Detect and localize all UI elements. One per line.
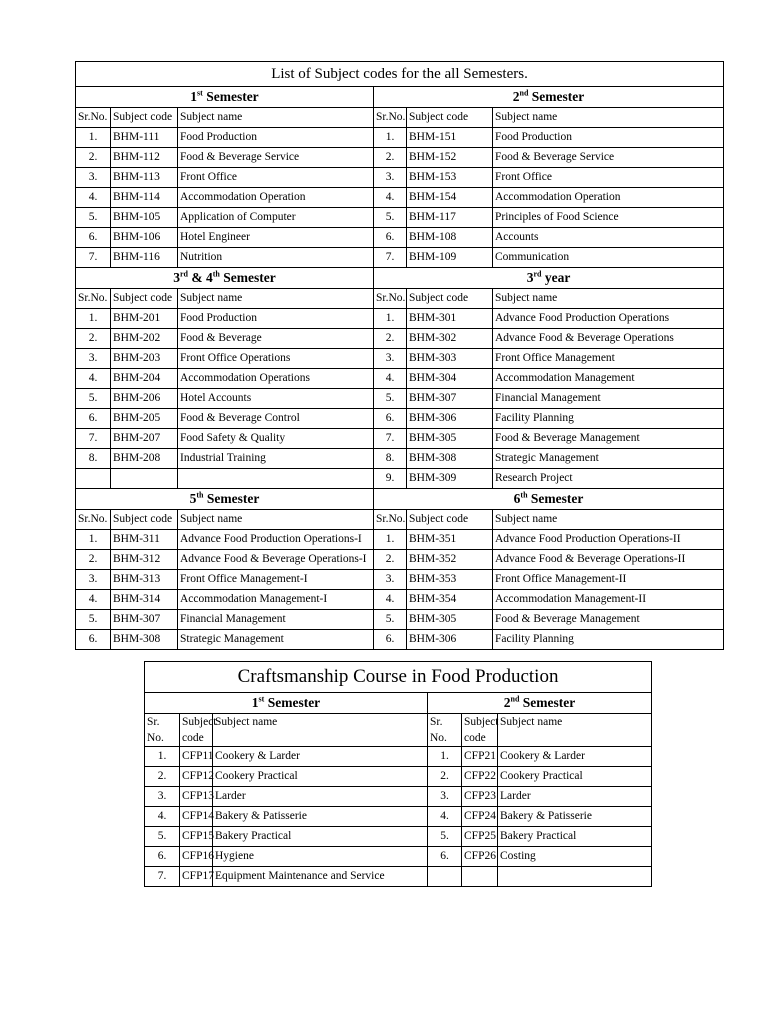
subject-code-cell: BHM-116 — [111, 248, 178, 268]
sr-no-cell: 3. — [428, 787, 462, 807]
semester-heading-right-label: Semester — [527, 491, 584, 506]
subject-name-cell: Accommodation Management-II — [493, 590, 724, 610]
subject-name-header: Subject name — [493, 289, 724, 309]
subject-name-cell: Facility Planning — [493, 409, 724, 429]
semester-heading-left-label: Semester — [203, 491, 260, 506]
craft-semester-left — [145, 693, 428, 714]
semester-heading-left-label: Semester — [219, 270, 276, 285]
table-row — [76, 208, 724, 228]
subject-name-cell: Industrial Training — [178, 449, 374, 469]
subject-name-cell: Front Office Management-II — [493, 570, 724, 590]
subject-code-cell: CFP17 — [180, 867, 213, 887]
semester-heading-right-ord: 2 — [512, 89, 520, 104]
subject-code-cell: BHM-105 — [111, 208, 178, 228]
subject-name-cell: Front Office — [178, 168, 374, 188]
subject-code-cell: BHM-305 — [407, 429, 493, 449]
semester-heading-left — [76, 87, 374, 108]
sr-no-cell: 6. — [76, 630, 111, 650]
subject-name-cell: Bakery & Patisserie — [213, 807, 428, 827]
semester-heading-left-sup2: th — [212, 269, 220, 279]
subject-name-cell: Advance Food Production Operations-I — [178, 530, 374, 550]
semester-heading-left-sup: rd — [180, 269, 188, 279]
table-row — [76, 248, 724, 268]
subject-name-cell: Front Office — [493, 168, 724, 188]
craft-semester-right-sup: nd — [510, 694, 520, 704]
subject-code-header: Subject code — [407, 108, 493, 128]
subject-name-cell: Hygiene — [213, 847, 428, 867]
subject-code-cell: BHM-113 — [111, 168, 178, 188]
semester-heading-left-ord: 5 — [189, 491, 197, 506]
subject-name-cell: Food & Beverage Management — [493, 429, 724, 449]
sr-no-header: Sr.No. — [374, 510, 407, 530]
sr-no-cell: 2. — [76, 550, 111, 570]
sr-no-cell: 5. — [76, 610, 111, 630]
subject-name-cell — [178, 469, 374, 489]
semester-heading-right-sup: rd — [533, 269, 542, 279]
subject-code-cell: BHM-306 — [407, 630, 493, 650]
craft-semester-right-label: Semester — [519, 695, 576, 710]
sr-no-cell: 4. — [374, 369, 407, 389]
subject-name-cell — [498, 867, 652, 887]
subject-code-cell: BHM-354 — [407, 590, 493, 610]
subject-name-cell: Nutrition — [178, 248, 374, 268]
subject-code-header: Subject code — [111, 289, 178, 309]
subject-code-cell: CFP26 — [462, 847, 498, 867]
sr-no-cell: 7. — [76, 429, 111, 449]
sr-no-cell: 1. — [76, 530, 111, 550]
subject-code-cell: BHM-301 — [407, 309, 493, 329]
subject-code-cell: BHM-117 — [407, 208, 493, 228]
subject-code-cell: BHM-204 — [111, 369, 178, 389]
sr-no-cell: 6. — [374, 228, 407, 248]
subject-name-cell: Principles of Food Science — [493, 208, 724, 228]
subject-name-cell: Accommodation Operations — [178, 369, 374, 389]
sr-no-header: Sr.No. — [374, 108, 407, 128]
page-title: List of Subject codes for the all Semesters. — [76, 62, 724, 87]
semester-heading-left-ord: 1 — [190, 89, 198, 104]
subject-name-cell: Food Production — [493, 128, 724, 148]
subject-code-cell: BHM-306 — [407, 409, 493, 429]
subject-name-cell: Application of Computer — [178, 208, 374, 228]
sr-no-header: Sr.No. — [76, 289, 111, 309]
semester-header-row — [76, 268, 724, 289]
table-row — [145, 767, 652, 787]
table-row — [76, 409, 724, 429]
sr-no-cell: 4. — [374, 590, 407, 610]
subject-name-cell: Advance Food & Beverage Operations-II — [493, 550, 724, 570]
subject-name-cell: Bakery & Patisserie — [498, 807, 652, 827]
subject-code-cell: CFP15 — [180, 827, 213, 847]
subject-code-cell: BHM-153 — [407, 168, 493, 188]
sr-no-cell: 5. — [428, 827, 462, 847]
subject-code-cell: CFP21 — [462, 747, 498, 767]
subject-name-cell: Accommodation Operation — [178, 188, 374, 208]
sr-no-cell: 7. — [374, 429, 407, 449]
subject-name-cell: Food & Beverage Service — [493, 148, 724, 168]
sr-no-cell: 5. — [374, 610, 407, 630]
sr-no-cell: 2. — [145, 767, 180, 787]
subject-code-cell: BHM-202 — [111, 329, 178, 349]
subject-code-cell: BHM-152 — [407, 148, 493, 168]
subject-name-cell: Advance Food Production Operations — [493, 309, 724, 329]
sr-no-cell: 4. — [76, 369, 111, 389]
subject-code-cell: CFP24 — [462, 807, 498, 827]
sr-no-cell: 6. — [374, 409, 407, 429]
semester-heading-left-mid: & 4 — [188, 270, 213, 285]
craft-semester-right-ord: 2 — [503, 695, 511, 710]
table-row — [76, 610, 724, 630]
sr-no-cell: 3. — [145, 787, 180, 807]
subject-code-cell: BHM-154 — [407, 188, 493, 208]
subject-name-header: Subject name — [213, 714, 428, 747]
subject-name-cell: Hotel Accounts — [178, 389, 374, 409]
subject-name-cell: Food Safety & Quality — [178, 429, 374, 449]
table-row — [76, 449, 724, 469]
craft-semester-left-sup: st — [258, 694, 265, 704]
subject-name-cell: Cookery Practical — [213, 767, 428, 787]
sr-no-cell: 6. — [374, 630, 407, 650]
table-row — [76, 469, 724, 489]
subject-code-cell: CFP12 — [180, 767, 213, 787]
subject-code-cell: BHM-205 — [111, 409, 178, 429]
subject-code-cell: BHM-312 — [111, 550, 178, 570]
table-row — [76, 309, 724, 329]
subject-name-cell: Facility Planning — [493, 630, 724, 650]
subject-name-header: Subject name — [498, 714, 652, 747]
sr-no-cell: 4. — [145, 807, 180, 827]
sr-no-cell: 5. — [76, 389, 111, 409]
subject-name-cell: Front Office Management-I — [178, 570, 374, 590]
subject-code-cell: BHM-308 — [407, 449, 493, 469]
column-header-row — [76, 289, 724, 309]
subject-name-cell: Financial Management — [178, 610, 374, 630]
subject-name-cell: Front Office Management — [493, 349, 724, 369]
subject-name-cell: Accommodation Management — [493, 369, 724, 389]
table-row — [145, 827, 652, 847]
subject-code-cell: BHM-114 — [111, 188, 178, 208]
sr-no-cell: 2. — [76, 329, 111, 349]
sr-no-cell: 6. — [145, 847, 180, 867]
subject-code-cell: BHM-108 — [407, 228, 493, 248]
subject-name-cell: Accommodation Management-I — [178, 590, 374, 610]
table-row — [145, 747, 652, 767]
craft-semester-right — [428, 693, 652, 714]
subject-name-header: Subject name — [178, 510, 374, 530]
subject-code-cell — [462, 867, 498, 887]
subject-name-cell: Hotel Engineer — [178, 228, 374, 248]
table-row — [76, 369, 724, 389]
subject-name-cell: Bakery Practical — [498, 827, 652, 847]
semester-heading-right — [374, 489, 724, 510]
subject-code-cell: BHM-112 — [111, 148, 178, 168]
sr-no-header: Sr. No. — [428, 714, 462, 747]
subject-name-cell: Research Project — [493, 469, 724, 489]
subject-code-header: Subject code — [111, 510, 178, 530]
sr-no-cell: 4. — [374, 188, 407, 208]
sr-no-cell: 2. — [428, 767, 462, 787]
sr-no-cell: 1. — [374, 309, 407, 329]
subject-code-cell: BHM-307 — [407, 389, 493, 409]
subject-name-cell: Strategic Management — [493, 449, 724, 469]
subject-code-cell: CFP16 — [180, 847, 213, 867]
subject-code-cell: BHM-208 — [111, 449, 178, 469]
subject-code-cell: BHM-314 — [111, 590, 178, 610]
craft-semester-left-label: Semester — [264, 695, 321, 710]
semester-header-row — [76, 87, 724, 108]
semester-heading-right-ord: 3 — [526, 270, 534, 285]
subject-code-cell: BHM-111 — [111, 128, 178, 148]
table-row — [76, 630, 724, 650]
sr-no-header: Sr. No. — [145, 714, 180, 747]
subject-code-header: Subject code — [462, 714, 498, 747]
sr-no-cell: 2. — [374, 148, 407, 168]
subject-code-cell: BHM-109 — [407, 248, 493, 268]
sr-no-cell: 4. — [428, 807, 462, 827]
semester-heading-right-ord: 6 — [513, 491, 521, 506]
subject-code-cell: BHM-302 — [407, 329, 493, 349]
column-header-row — [76, 510, 724, 530]
subject-code-header: Subject code — [407, 510, 493, 530]
table-row — [76, 349, 724, 369]
sr-no-cell: 3. — [76, 349, 111, 369]
subject-code-cell: CFP13 — [180, 787, 213, 807]
subject-name-cell: Food Production — [178, 128, 374, 148]
subject-name-cell: Food & Beverage — [178, 329, 374, 349]
subject-code-cell: BHM-307 — [111, 610, 178, 630]
subject-code-cell: BHM-303 — [407, 349, 493, 369]
subject-code-cell: BHM-308 — [111, 630, 178, 650]
sr-no-cell: 8. — [374, 449, 407, 469]
subject-name-cell: Accounts — [493, 228, 724, 248]
sr-no-cell: 8. — [76, 449, 111, 469]
semester-header-row — [145, 693, 652, 714]
sr-no-cell: 1. — [374, 128, 407, 148]
craft-title: Craftsmanship Course in Food Production — [145, 662, 652, 693]
sr-no-cell — [428, 867, 462, 887]
column-header-row — [76, 108, 724, 128]
semester-heading-left — [76, 268, 374, 289]
sr-no-header: Sr.No. — [76, 510, 111, 530]
subject-code-cell: CFP23 — [462, 787, 498, 807]
subject-code-header: Subject code — [111, 108, 178, 128]
subject-name-cell: Strategic Management — [178, 630, 374, 650]
sr-no-cell: 3. — [374, 168, 407, 188]
subject-code-header: Subject code — [407, 289, 493, 309]
subject-code-cell: BHM-206 — [111, 389, 178, 409]
subject-code-cell: BHM-207 — [111, 429, 178, 449]
sr-no-cell: 1. — [76, 309, 111, 329]
subject-name-header: Subject name — [493, 108, 724, 128]
semester-heading-right — [374, 268, 724, 289]
sr-no-cell: 1. — [428, 747, 462, 767]
subject-code-cell: BHM-201 — [111, 309, 178, 329]
subject-name-cell: Equipment Maintenance and Service — [213, 867, 428, 887]
table-row — [76, 550, 724, 570]
subject-name-header: Subject name — [493, 510, 724, 530]
sr-no-cell: 3. — [374, 570, 407, 590]
sr-no-cell: 6. — [76, 409, 111, 429]
table-row — [145, 787, 652, 807]
sr-no-cell: 5. — [76, 208, 111, 228]
sr-no-header: Sr.No. — [374, 289, 407, 309]
subject-code-cell: BHM-311 — [111, 530, 178, 550]
subject-name-cell: Advance Food Production Operations-II — [493, 530, 724, 550]
sr-no-cell: 2. — [374, 329, 407, 349]
subject-name-cell: Financial Management — [493, 389, 724, 409]
semester-heading-left-sup: th — [196, 490, 204, 500]
table-row — [76, 168, 724, 188]
sr-no-header: Sr.No. — [76, 108, 111, 128]
sr-no-cell: 7. — [76, 248, 111, 268]
table-row — [76, 128, 724, 148]
subject-name-cell: Cookery & Larder — [498, 747, 652, 767]
subject-code-cell: BHM-203 — [111, 349, 178, 369]
subject-name-cell: Advance Food & Beverage Operations-I — [178, 550, 374, 570]
sr-no-cell: 5. — [374, 208, 407, 228]
subject-code-cell: BHM-309 — [407, 469, 493, 489]
subject-name-cell: Food & Beverage Control — [178, 409, 374, 429]
table-row — [76, 148, 724, 168]
sr-no-cell: 9. — [374, 469, 407, 489]
subject-code-cell: BHM-106 — [111, 228, 178, 248]
semester-heading-left-label: Semester — [202, 89, 259, 104]
subject-code-cell: BHM-352 — [407, 550, 493, 570]
column-header-row — [145, 714, 652, 747]
subject-code-cell: BHM-313 — [111, 570, 178, 590]
sr-no-cell: 1. — [76, 128, 111, 148]
sr-no-cell: 3. — [374, 349, 407, 369]
subject-name-cell: Costing — [498, 847, 652, 867]
subject-name-cell: Bakery Practical — [213, 827, 428, 847]
sr-no-cell: 5. — [374, 389, 407, 409]
craft-semester-left-ord: 1 — [251, 695, 259, 710]
sr-no-cell: 2. — [374, 550, 407, 570]
sr-no-cell: 2. — [76, 148, 111, 168]
table-row — [76, 188, 724, 208]
semester-heading-right-sup: nd — [519, 88, 529, 98]
sr-no-cell: 7. — [145, 867, 180, 887]
subject-code-cell: CFP14 — [180, 807, 213, 827]
table-row — [76, 228, 724, 248]
semester-heading-left-sup: st — [197, 88, 203, 98]
subject-code-cell: CFP11 — [180, 747, 213, 767]
subject-code-cell: CFP25 — [462, 827, 498, 847]
subject-name-cell: Larder — [213, 787, 428, 807]
subject-name-cell: Advance Food & Beverage Operations — [493, 329, 724, 349]
semester-heading-left-ord: 3 — [173, 270, 180, 285]
semester-heading-right-label: Semester — [528, 89, 585, 104]
sr-no-cell: 7. — [374, 248, 407, 268]
sr-no-cell: 3. — [76, 570, 111, 590]
semester-heading-right — [374, 87, 724, 108]
subject-code-header: Subject code — [180, 714, 213, 747]
sr-no-cell — [76, 469, 111, 489]
table-row — [145, 867, 652, 887]
sr-no-cell: 4. — [76, 188, 111, 208]
sr-no-cell: 1. — [374, 530, 407, 550]
sr-no-cell: 6. — [428, 847, 462, 867]
craftsmanship-table — [144, 661, 652, 887]
subject-name-cell: Cookery Practical — [498, 767, 652, 787]
subject-code-cell: BHM-305 — [407, 610, 493, 630]
subject-code-cell: BHM-151 — [407, 128, 493, 148]
sr-no-cell: 4. — [76, 590, 111, 610]
subject-name-header: Subject name — [178, 289, 374, 309]
subject-name-cell: Cookery & Larder — [213, 747, 428, 767]
sr-no-cell: 6. — [76, 228, 111, 248]
table-row — [76, 570, 724, 590]
semester-header-row — [76, 489, 724, 510]
subject-name-cell: Food Production — [178, 309, 374, 329]
subject-name-cell: Accommodation Operation — [493, 188, 724, 208]
subject-name-cell: Larder — [498, 787, 652, 807]
subject-name-header: Subject name — [178, 108, 374, 128]
sr-no-cell: 3. — [76, 168, 111, 188]
sr-no-cell: 5. — [145, 827, 180, 847]
table-row — [145, 807, 652, 827]
subject-code-cell: BHM-353 — [407, 570, 493, 590]
semester-heading-right-sup: th — [520, 490, 528, 500]
table-row — [76, 429, 724, 449]
subject-code-cell: BHM-304 — [407, 369, 493, 389]
subject-name-cell: Food & Beverage Management — [493, 610, 724, 630]
semester-heading-left — [76, 489, 374, 510]
table-row — [76, 329, 724, 349]
table-row — [76, 590, 724, 610]
subject-name-cell: Communication — [493, 248, 724, 268]
subject-name-cell: Food & Beverage Service — [178, 148, 374, 168]
sr-no-cell: 1. — [145, 747, 180, 767]
table-row — [76, 389, 724, 409]
subject-code-cell — [111, 469, 178, 489]
table-row — [145, 847, 652, 867]
subject-codes-table — [75, 61, 724, 650]
table-row — [76, 530, 724, 550]
subject-name-cell: Front Office Operations — [178, 349, 374, 369]
subject-code-cell: BHM-351 — [407, 530, 493, 550]
semester-heading-right-label: year — [541, 270, 571, 285]
subject-code-cell: CFP22 — [462, 767, 498, 787]
